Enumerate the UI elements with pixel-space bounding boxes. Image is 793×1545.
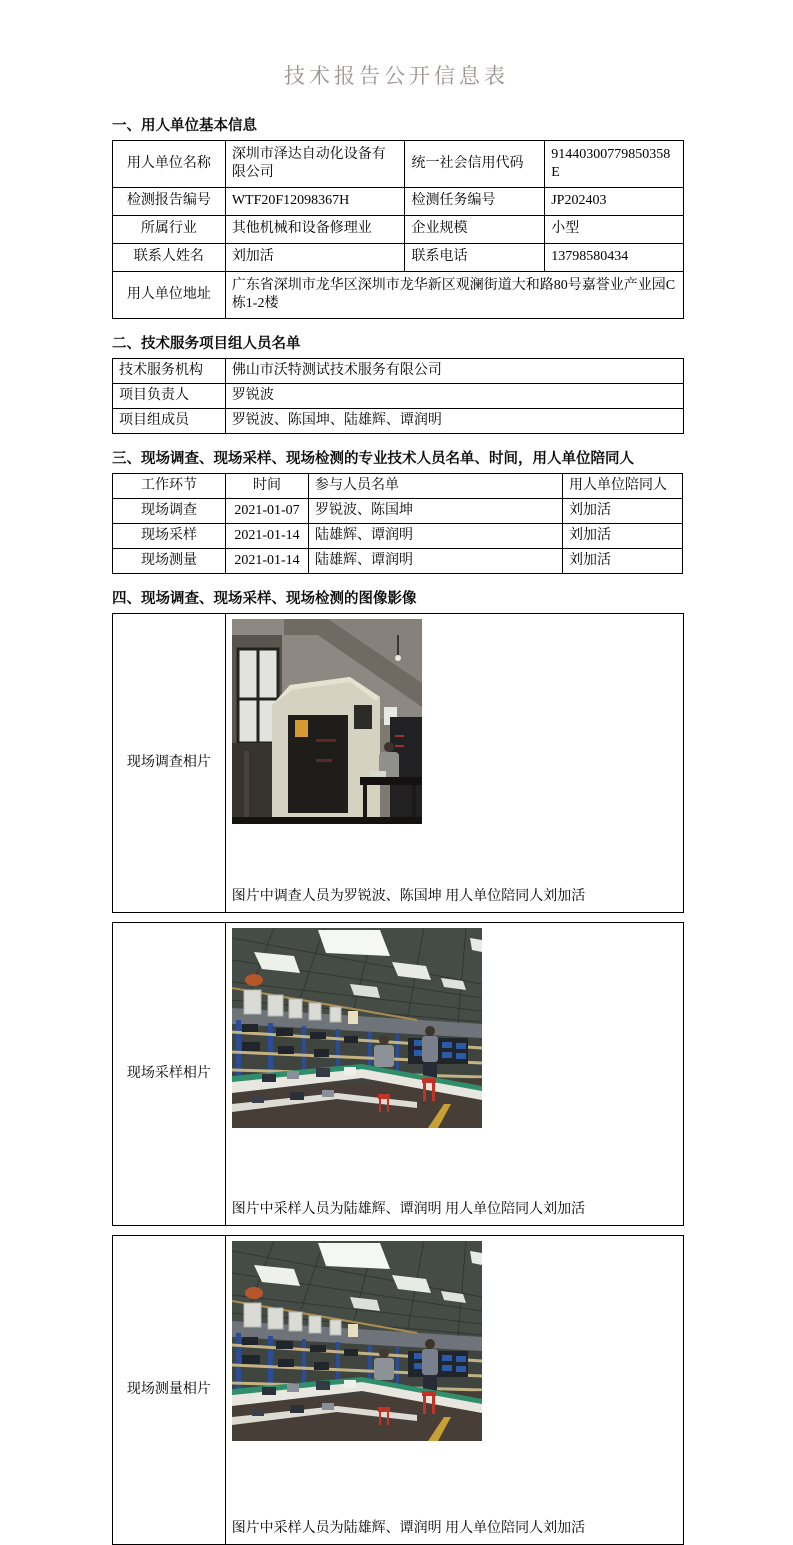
- cell-date: 2021-01-07: [226, 499, 309, 524]
- field-label: 项目组成员: [113, 409, 226, 434]
- sampling-photo-block: [112, 922, 684, 1226]
- field-value: 13798580434: [545, 244, 684, 272]
- table-row: [113, 409, 684, 434]
- cell-escort: 刘加活: [563, 524, 683, 549]
- field-value: 深圳市泽达自动化设备有限公司: [225, 141, 405, 188]
- cell-date: 2021-01-14: [226, 524, 309, 549]
- field-label: 用人单位地址: [113, 272, 226, 319]
- cell-personnel: 陆雄辉、谭润明: [309, 549, 563, 574]
- field-label: 联系人姓名: [113, 244, 226, 272]
- field-value: 罗锐波: [225, 384, 683, 409]
- table-row: [113, 549, 683, 574]
- cell-date: 2021-01-14: [226, 549, 309, 574]
- column-header: 工作环节: [113, 474, 226, 499]
- table-row: [113, 384, 684, 409]
- field-label: 联系电话: [405, 244, 545, 272]
- site-survey-photo: [232, 619, 677, 824]
- site-sampling-photo: [232, 928, 677, 1128]
- table-row: [113, 272, 684, 319]
- table-row: [113, 524, 683, 549]
- photo-cell: [225, 1236, 683, 1545]
- photo-caption: 图片中采样人员为陆雄辉、谭润明 用人单位陪同人刘加活: [231, 1520, 586, 1536]
- cell-stage: 现场采样: [113, 524, 226, 549]
- table-row: [113, 141, 684, 188]
- field-label: 技术服务机构: [113, 359, 226, 384]
- table-row: [113, 188, 684, 216]
- field-value: 佛山市沃特测试技术服务有限公司: [225, 359, 683, 384]
- section4-heading: 四、现场调查、现场采样、现场检测的图像影像: [112, 591, 417, 607]
- table-row: [113, 923, 684, 1226]
- report-content: [112, 114, 684, 1545]
- photo-caption: 图片中采样人员为陆雄辉、谭润明 用人单位陪同人刘加活: [231, 1201, 586, 1217]
- measurement-photo-block: [112, 1235, 684, 1545]
- field-value: 广东省深圳市龙华区深圳市龙华新区观澜街道大和路80号嘉誉业产业园C栋1-2楼: [225, 272, 683, 319]
- field-label: 用人单位名称: [113, 141, 226, 188]
- site-measurement-photo: [232, 1241, 677, 1441]
- service-team-table: [112, 358, 684, 434]
- cell-personnel: 陆雄辉、谭润明: [309, 524, 563, 549]
- field-value: 罗锐波、陈国坤、陆雄辉、谭润明: [225, 409, 683, 434]
- table-row: [113, 1236, 684, 1545]
- field-value: JP202403: [545, 188, 684, 216]
- photo-cell: [225, 923, 683, 1226]
- field-value: WTF20F12098367H: [225, 188, 405, 216]
- section1-heading: 一、用人单位基本信息: [112, 118, 257, 134]
- field-label: 所属行业: [113, 216, 226, 244]
- field-label: 检测报告编号: [113, 188, 226, 216]
- cell-personnel: 罗锐波、陈国坤: [309, 499, 563, 524]
- cell-stage: 现场调查: [113, 499, 226, 524]
- cell-escort: 刘加活: [563, 499, 683, 524]
- table-header-row: [113, 474, 683, 499]
- photo-label: 现场测量相片: [113, 1236, 226, 1545]
- photo-cell: [225, 614, 683, 913]
- column-header: 时间: [226, 474, 309, 499]
- field-label: 项目负责人: [113, 384, 226, 409]
- table-row: [113, 244, 684, 272]
- field-value: 91440300779850358E: [545, 141, 684, 188]
- field-label: 企业规模: [405, 216, 545, 244]
- field-value: 小型: [545, 216, 684, 244]
- column-header: 用人单位陪同人: [563, 474, 683, 499]
- section2-heading: 二、技术服务项目组人员名单: [112, 336, 301, 352]
- field-label: 统一社会信用代码: [405, 141, 545, 188]
- photo-caption: 图片中调查人员为罗锐波、陈国坤 用人单位陪同人刘加活: [231, 888, 586, 904]
- table-row: [113, 216, 684, 244]
- survey-photo-block: [112, 613, 684, 913]
- table-row: [113, 359, 684, 384]
- column-header: 参与人员名单: [309, 474, 563, 499]
- photo-label: 现场调查相片: [113, 614, 226, 913]
- field-label: 检测任务编号: [405, 188, 545, 216]
- field-value: 其他机械和设备修理业: [225, 216, 405, 244]
- cell-stage: 现场测量: [113, 549, 226, 574]
- employer-info-table: [112, 140, 684, 319]
- page-title: 技术报告公开信息表: [284, 64, 509, 88]
- field-value: 刘加活: [225, 244, 405, 272]
- fieldwork-schedule-table: [112, 473, 683, 574]
- cell-escort: 刘加活: [563, 549, 683, 574]
- table-row: [113, 499, 683, 524]
- table-row: [113, 614, 684, 913]
- photo-label: 现场采样相片: [113, 923, 226, 1226]
- section3-heading: 三、现场调查、现场采样、现场检测的专业技术人员名单、时间，用人单位陪同人: [112, 451, 634, 467]
